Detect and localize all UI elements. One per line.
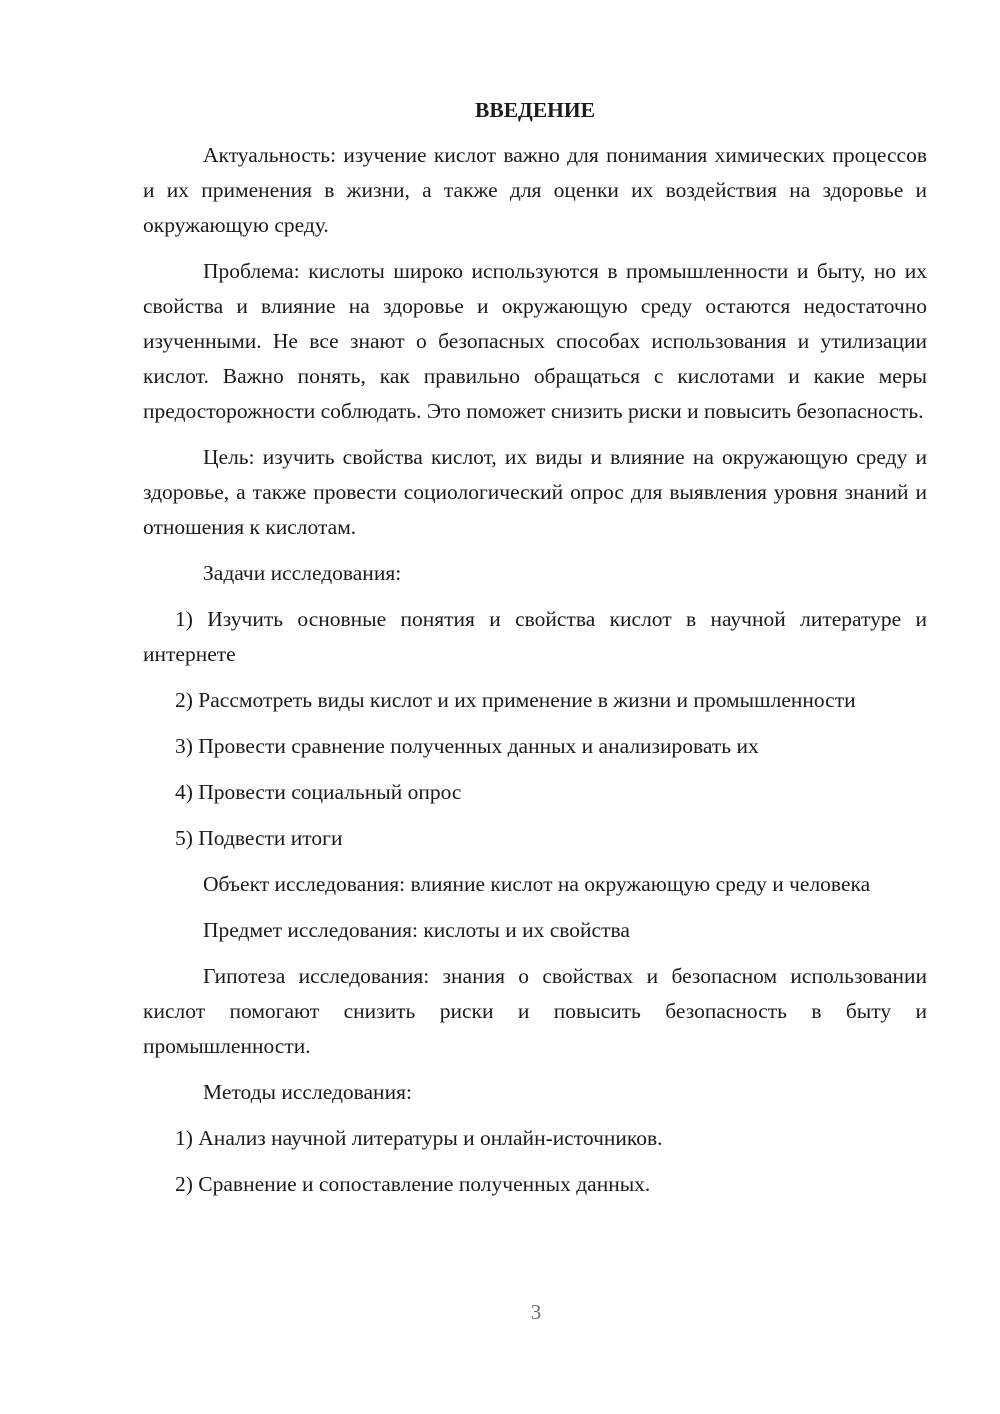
task-item-4: 4) Провести социальный опрос [175, 780, 462, 804]
task-item-3: 3) Провести сравнение полученных данных и анализировать их [175, 734, 759, 758]
method-item-1: 1) Анализ научной литературы и онлайн-источников. [175, 1126, 663, 1150]
page-number: 3 [530, 1300, 542, 1324]
paragraph-goal: Цель: изучить свойства кислот, их виды и влияние на окружающую среду и здоровье, а также провести социологический опрос для выявления уровня знаний и отношения к кислотам. [143, 445, 927, 539]
paragraph-hypothesis: Гипотеза исследования: знания о свойствах и безопасном использовании кислот помогают снизить риски и повысить безопасность в быту и промышленности. [143, 964, 927, 1058]
task-item-1: 1) Изучить основные понятия и свойства кислот в научной литературе и интернете [143, 607, 927, 666]
section-heading: ВВЕДЕНИЕ [475, 98, 595, 122]
page-content [143, 94, 927, 1202]
paragraph-object: Объект исследования: влияние кислот на окружающую среду и человека [203, 872, 871, 896]
paragraph-relevance: Актуальность: изучение кислот важно для понимания химических процессов и их применения в жизни, а также для оценки их воздействия на здоровье и окружающую среду. [143, 143, 927, 237]
methods-title: Методы исследования: [203, 1080, 412, 1104]
paragraph-problem: Проблема: кислоты широко используются в промышленности и быту, но их свойства и влияние на здоровье и окружающую среду остаются недостаточно изученными. Не все знают о безопасных способах использования и утилизации кислот. Важно понять, как правильно обращаться с кислотами и какие меры предосторожности соблюдать. Это поможет снизить риски и повысить безопасность. [143, 259, 927, 423]
paragraph-subject: Предмет исследования: кислоты и их свойства [203, 918, 630, 942]
tasks-title: Задачи исследования: [203, 561, 402, 585]
task-item-5: 5) Подвести итоги [175, 826, 343, 850]
method-item-2: 2) Сравнение и сопоставление полученных данных. [175, 1172, 651, 1196]
task-item-2: 2) Рассмотреть виды кислот и их применение в жизни и промышленности [175, 688, 856, 712]
